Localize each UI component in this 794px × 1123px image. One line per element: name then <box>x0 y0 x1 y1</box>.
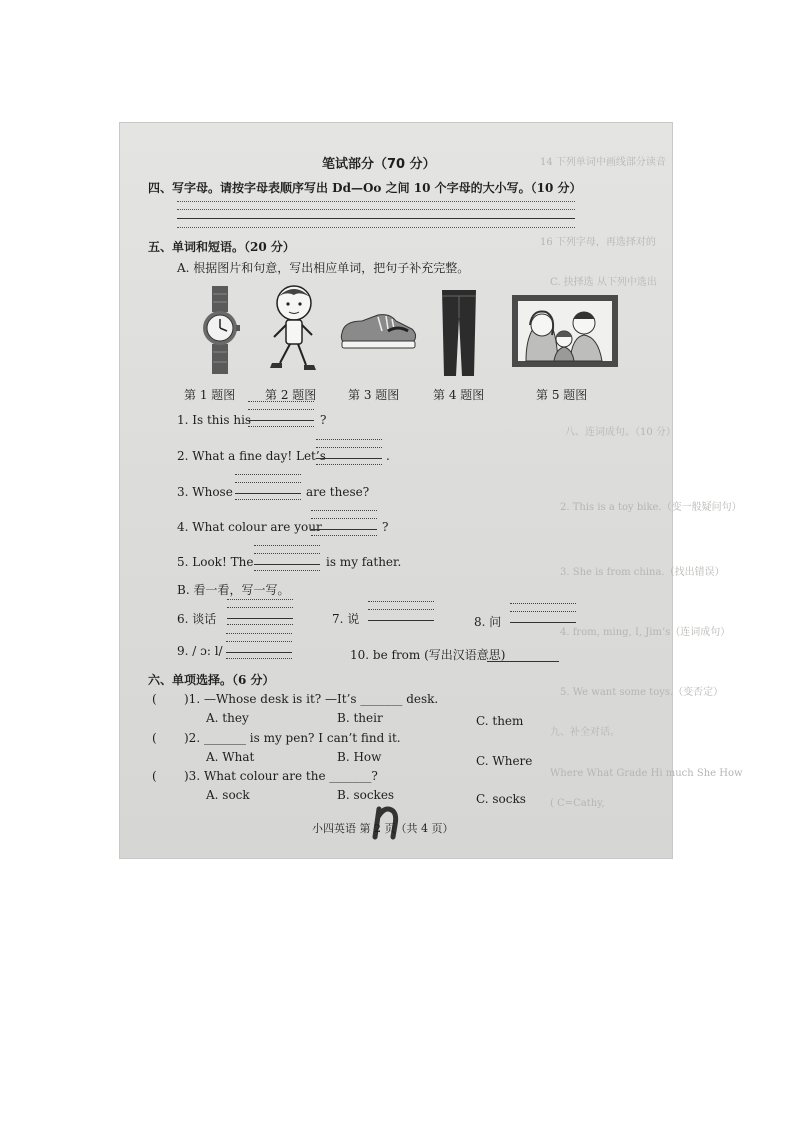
question-5-end: is my father. <box>326 555 402 569</box>
trousers-icon <box>440 288 478 378</box>
bleed-through-text: 4. from, ming, I, Jim’s（连词成句） <box>560 627 731 638</box>
bleed-through-text: 5. We want some toys.（变否定） <box>560 687 724 698</box>
option-a[interactable]: A. sock <box>206 788 250 802</box>
answer-blank-4[interactable] <box>311 510 377 536</box>
section-5-part-a: A. 根据图片和句意，写出相应单词，把句子补充完整。 <box>177 261 470 275</box>
question-5-text: 5. Look! The <box>177 555 254 569</box>
answer-blank-3[interactable] <box>235 474 301 500</box>
image-caption: 第 2 题图 <box>265 388 317 402</box>
option-b[interactable]: B. How <box>337 750 382 764</box>
question-3-text: 3. Whose <box>177 485 233 499</box>
bleed-through-text: Where What Grade Hi much She How <box>550 768 743 779</box>
question-3-end: are these? <box>306 485 370 499</box>
answer-blank-6[interactable] <box>227 599 293 625</box>
bleed-through-text: 14 下列单词中画线部分读音 <box>540 157 666 168</box>
image-caption: 第 5 题图 <box>536 388 588 402</box>
answer-blank-5[interactable] <box>254 545 320 571</box>
answer-blank-7[interactable] <box>368 601 434 627</box>
bleed-through-text: 16 下列字母，再选择对的 <box>540 237 656 248</box>
section-6-heading: 六、单项选择。（6 分） <box>148 673 275 687</box>
option-c[interactable]: C. Where <box>476 754 533 768</box>
bleed-through-text: 九、补全对话。 <box>550 727 620 738</box>
answer-paren-3[interactable]: ( <box>152 769 157 783</box>
answer-blank-1[interactable] <box>248 401 314 427</box>
answer-blank-9[interactable] <box>226 633 292 659</box>
walking-boy-icon <box>266 283 318 378</box>
question-8-text: 8. 问 <box>474 615 502 629</box>
choice-question-1: )1. —Whose desk is it? —It’s _______ desk. <box>184 692 439 706</box>
question-2-text: 2. What a fine day! Let’s <box>177 449 326 463</box>
option-b[interactable]: B. their <box>337 711 383 725</box>
answer-blank-2[interactable] <box>316 439 382 465</box>
option-c[interactable]: C. them <box>476 714 524 728</box>
question-2-end: . <box>386 449 390 463</box>
question-1-text: 1. Is this his <box>177 413 252 427</box>
question-4-text: 4. What colour are your <box>177 520 322 534</box>
section-5-part-b: B. 看一看，写一写。 <box>177 583 290 597</box>
watch-icon <box>200 286 240 376</box>
option-a[interactable]: A. What <box>206 750 255 764</box>
choice-question-2: )2. _______ is my pen? I can’t find it. <box>184 731 401 745</box>
image-caption: 第 1 题图 <box>184 388 236 402</box>
writing-line[interactable] <box>177 201 575 202</box>
image-caption: 第 3 题图 <box>348 388 400 402</box>
section-5-heading: 五、单词和短语。（20 分） <box>148 240 295 254</box>
bleed-through-text: 八、连词成句。（10 分） <box>565 427 676 438</box>
writing-line[interactable] <box>177 227 575 228</box>
option-b[interactable]: B. sockes <box>337 788 395 802</box>
family-photo-icon <box>512 295 618 367</box>
answer-blank-10[interactable] <box>487 661 559 662</box>
question-4-end: ? <box>382 520 389 534</box>
choice-question-3: )3. What colour are the _______? <box>184 769 378 783</box>
sneaker-icon <box>338 311 418 353</box>
bleed-through-text: ( C=Cathy, <box>550 798 605 809</box>
page-title: 笔试部分（70 分） <box>322 157 436 172</box>
question-9-text: 9. / ɔ: l/ <box>177 644 223 658</box>
question-1-end: ? <box>320 413 327 427</box>
question-10-text: 10. be from (写出汉语意思) <box>350 648 506 662</box>
image-caption: 第 4 题图 <box>433 388 485 402</box>
option-c[interactable]: C. socks <box>476 792 526 806</box>
page-footer: 小四英语 第 2 页（共 4 页） <box>312 822 454 835</box>
exam-page <box>120 123 743 858</box>
bleed-through-text: 3. She is from china.（找出错误） <box>560 567 725 578</box>
question-7-text: 7. 说 <box>332 612 360 626</box>
section-4-heading: 四、写字母。请按字母表顺序写出 Dd—Oo 之间 10 个字母的大小写。（10 分） <box>148 181 582 195</box>
bleed-through-text: 2. This is a toy bike.（变一般疑问句） <box>560 502 742 513</box>
question-6-text: 6. 谈话 <box>177 612 217 626</box>
writing-line[interactable] <box>177 218 575 219</box>
writing-line[interactable] <box>177 209 575 210</box>
answer-paren-2[interactable]: ( <box>152 731 157 745</box>
bleed-through-text: C. 抉择选 从下列中选出 <box>550 277 657 288</box>
answer-paren-1[interactable]: ( <box>152 692 157 706</box>
option-a[interactable]: A. they <box>206 711 249 725</box>
answer-blank-8[interactable] <box>510 603 576 629</box>
